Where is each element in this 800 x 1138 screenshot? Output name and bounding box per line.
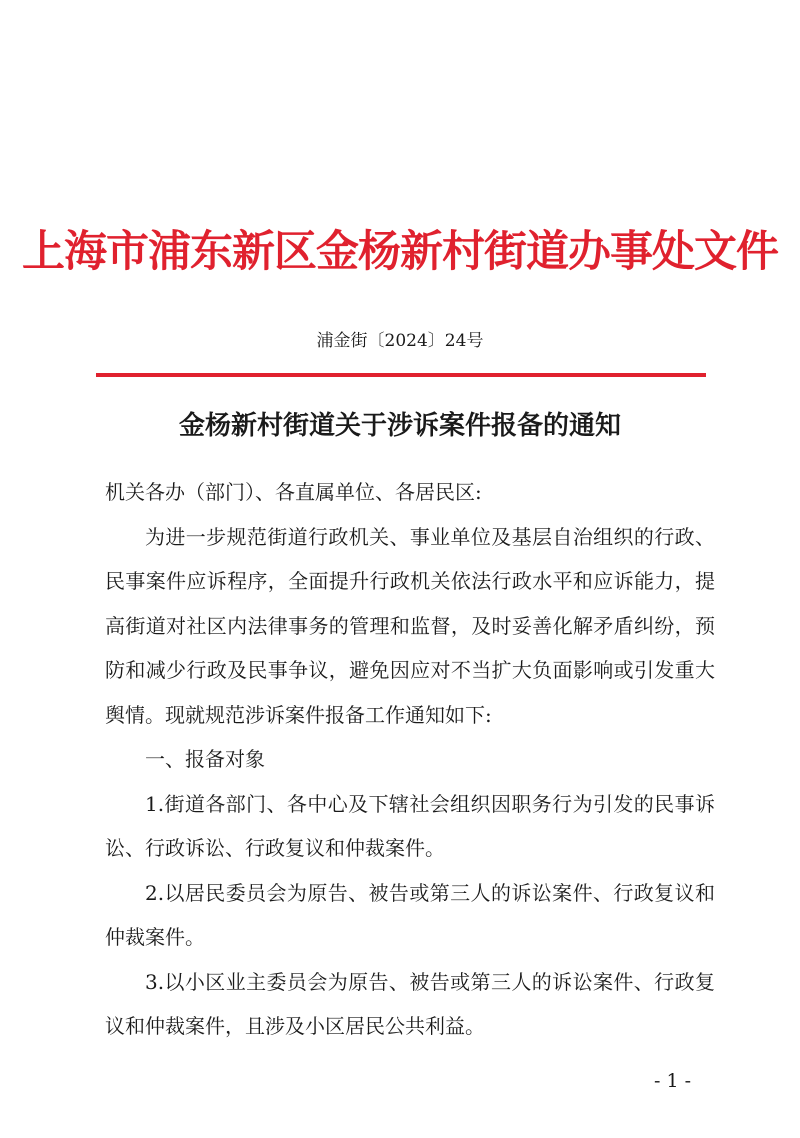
list-item: 1.街道各部门、各中心及下辖社会组织因职务行为引发的民事诉讼、行政诉讼、行政复议和仲裁案件。 <box>105 791 715 860</box>
agency-header-title: 上海市浦东新区金杨新村街道办事处文件 <box>22 227 778 277</box>
red-divider-line <box>96 373 706 377</box>
document-number: 浦金街〔2024〕24号 <box>316 331 484 351</box>
intro-paragraph: 为进一步规范街道行政机关、事业单位及基层自治组织的行政、民事案件应诉程序，全面提升行政机关依法行政水平和应诉能力，提高街道对社区内法律事务的管理和监督，及时妥善化解矛盾纠纷，预防和减少行政及民事争议，避免因应对不当扩大负面影响或引发重大舆情。现就规范涉诉案件报备工作通知如下: <box>105 524 715 727</box>
notice-title: 金杨新村街道关于涉诉案件报备的通知 <box>178 411 621 441</box>
page-number: - 1 - <box>654 1070 692 1092</box>
list-item: 3.以小区业主委员会为原告、被告或第三人的诉讼案件、行政复议和仲裁案件，且涉及小区居民公共利益。 <box>105 969 715 1038</box>
addressee-line: 机关各办（部门）、各直属单位、各居民区: <box>105 480 482 504</box>
notice-body <box>105 470 715 1049</box>
list-item: 2.以居民委员会为原告、被告或第三人的诉讼案件、行政复议和仲裁案件。 <box>105 880 715 949</box>
section-heading-report-targets: 一、报备对象 <box>145 747 265 771</box>
